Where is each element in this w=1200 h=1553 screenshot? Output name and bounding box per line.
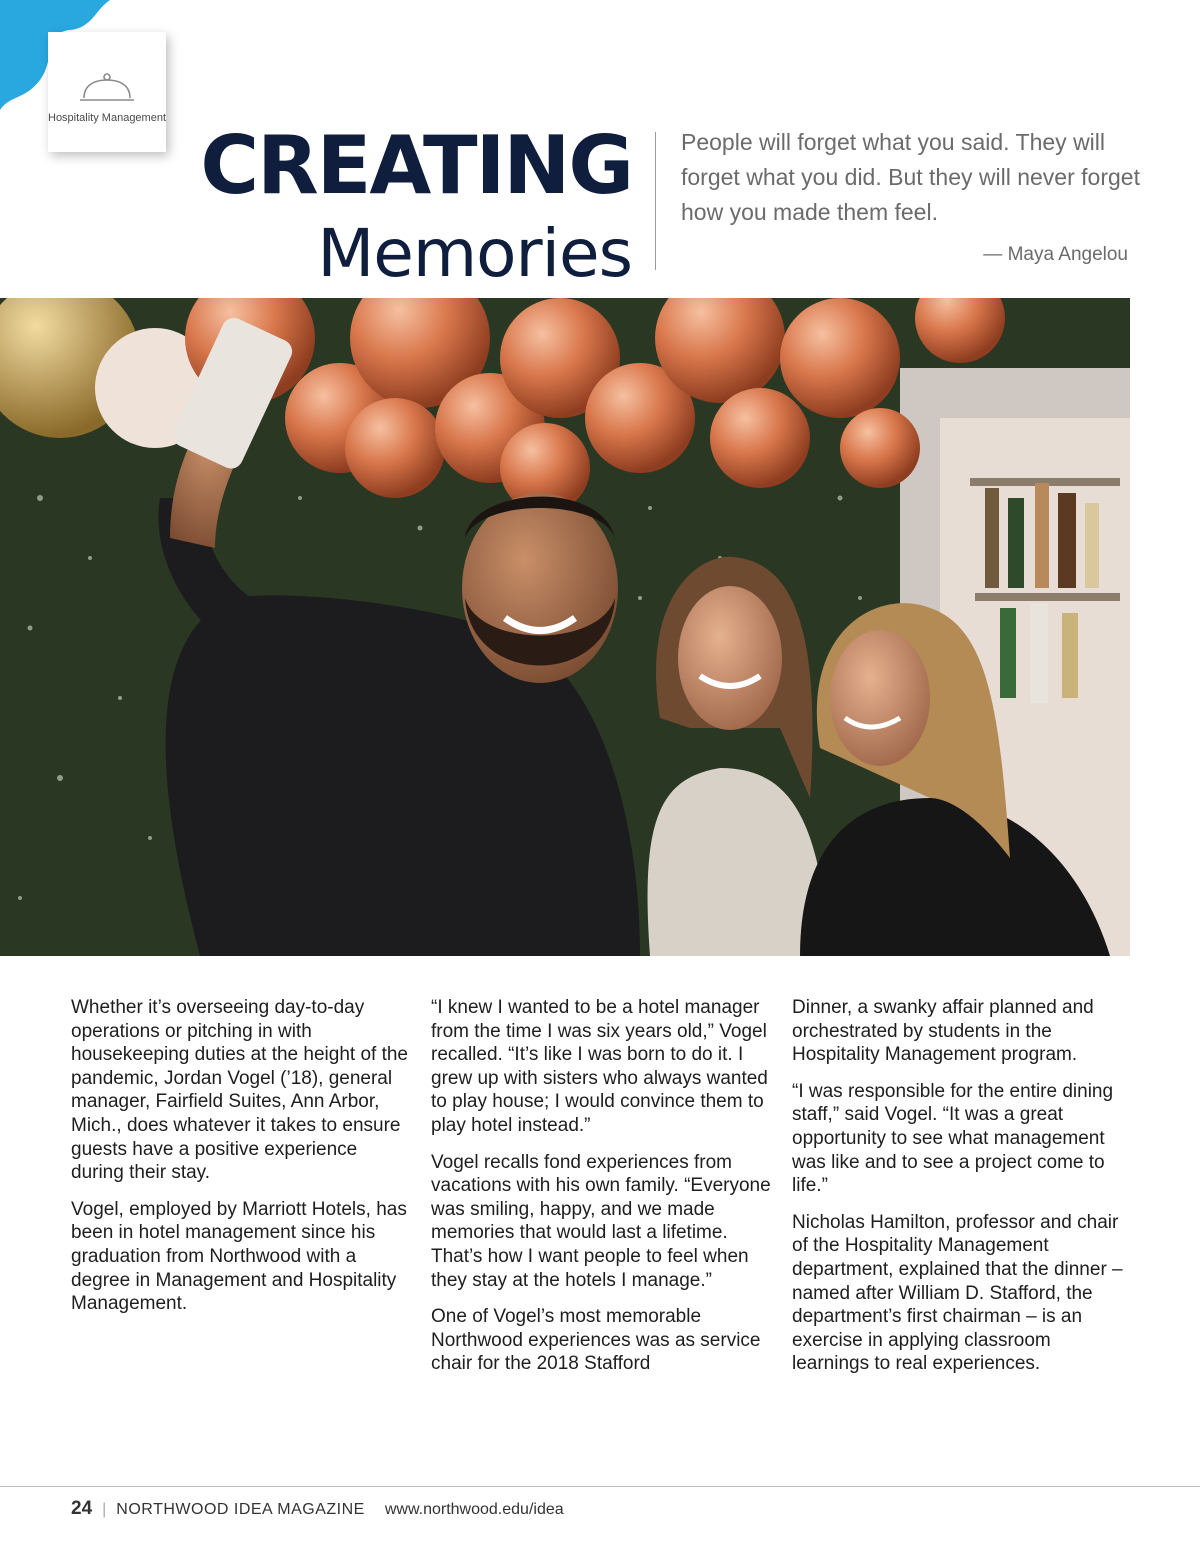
paragraph: Vogel recalls fond experiences from vacations with his own family. “Everyone was smiling, happy, and we made memories that would last a lifetime. That’s how I want people to feel when they stay at the hotels I manage.” <box>431 1151 771 1291</box>
page-footer <box>71 1498 564 1520</box>
article-column-3 <box>792 996 1132 1389</box>
paragraph: Vogel, employed by Marriott Hotels, has been in hotel management since his graduation from Northwood with a degree in Management and Hospitality Management. <box>71 1198 407 1315</box>
paragraph: Dinner, a swanky affair planned and orchestrated by students in the Hospitality Management program. <box>792 997 1094 1066</box>
section-tab <box>48 32 166 152</box>
article-column-1 <box>71 996 411 1329</box>
paragraph: Nicholas Hamilton, professor and chair of the Hospitality Management department, explained that the dinner – named after William D. Stafford, the department’s first chairman – is an exercise in applying classroom learnings to real experiences. <box>792 1211 1123 1375</box>
article-column-2 <box>431 996 771 1389</box>
magazine-name: NORTHWOOD IDEA MAGAZINE <box>116 1501 365 1518</box>
title-line-2: Memories <box>317 215 632 292</box>
footer-rule <box>0 1486 1200 1487</box>
paragraph: One of Vogel’s most memorable Northwood experiences was as service chair for the 2018 Stafford <box>431 1306 761 1375</box>
footer-separator: | <box>102 1501 107 1518</box>
paragraph: “I knew I wanted to be a hotel manager from the time I was six years old,” Vogel recalled. “It’s like I was born to do it. I grew up with sisters who always wanted to play house; I would convince them to play hotel instead.” <box>431 997 768 1136</box>
pull-quote: People will forget what you said. They will forget what you did. But they will never forget how you made them feel. <box>681 129 1140 225</box>
paragraph: “I was responsible for the entire dining staff,” said Vogel. “It was a great opportunity to see what management was like and to see a project come to life.” <box>792 1080 1114 1197</box>
quote-attribution: — Maya Angelou <box>983 244 1128 265</box>
selfie-photo <box>0 298 1130 956</box>
magazine-url[interactable]: www.northwood.edu/idea <box>384 1501 564 1518</box>
article-title <box>160 118 632 294</box>
section-label: Hospitality Management <box>48 112 167 124</box>
paragraph: Whether it’s overseeing day-to-day operations or pitching in with housekeeping duties at the height of the pandemic, Jordan Vogel (’18), general manager, Fairfield Suites, Ann Arbor, Mich., does whatever it takes to ensure guests have a positive experience during their stay. <box>71 997 408 1184</box>
cloche-icon <box>78 72 136 106</box>
title-divider <box>655 132 656 270</box>
title-line-1: CREATING <box>200 119 632 212</box>
page-number: 24 <box>71 1498 93 1519</box>
